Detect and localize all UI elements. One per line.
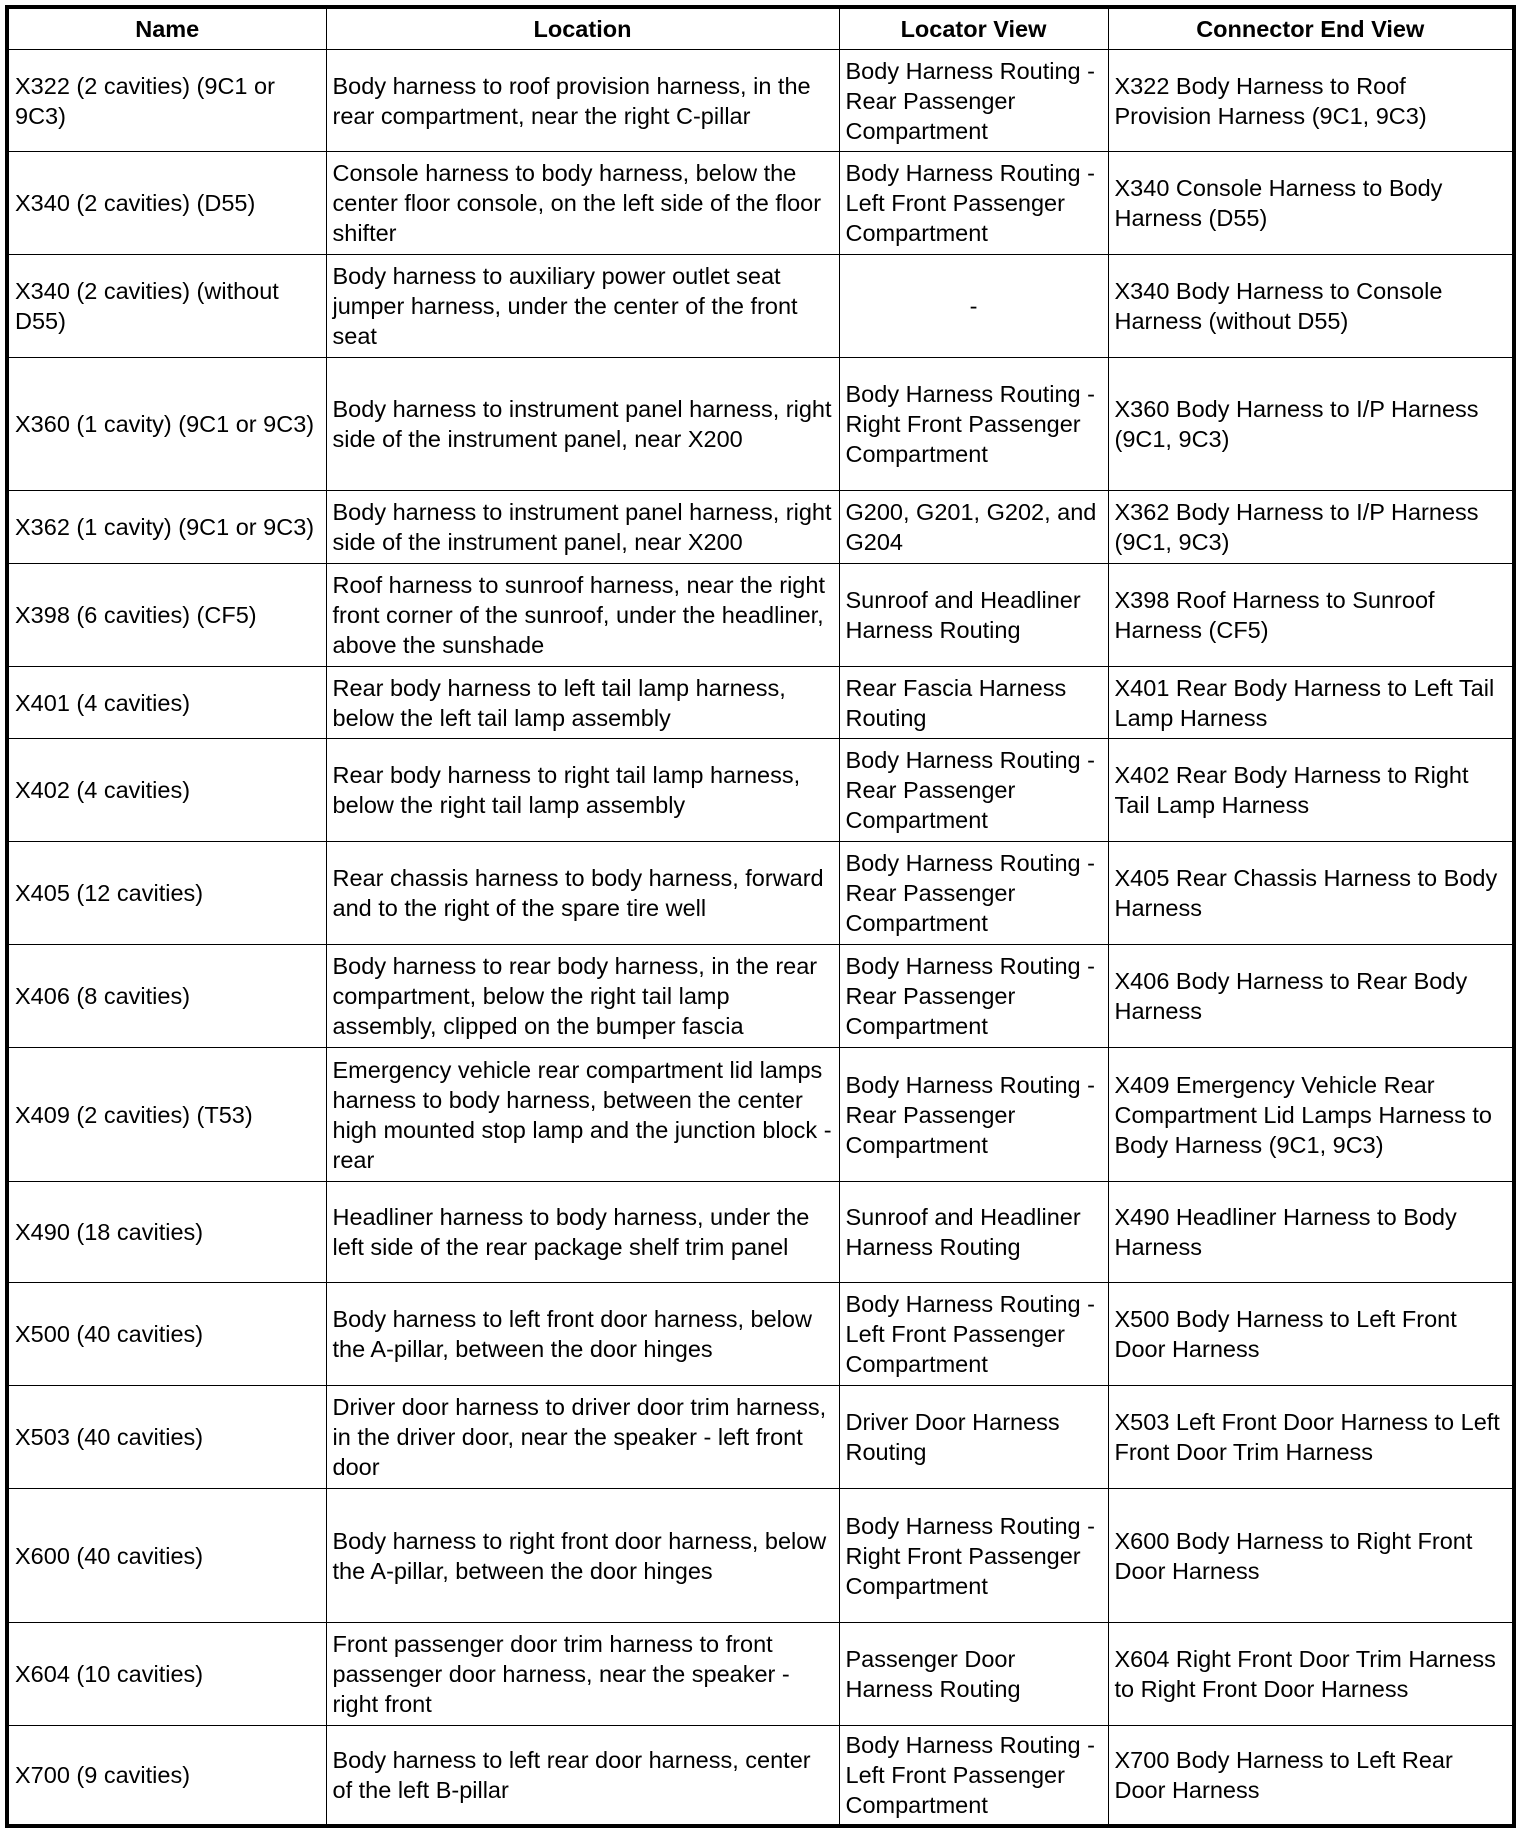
cell-locator: Body Harness Routing - Rear Passenger Compartment	[839, 1048, 1108, 1182]
cell-name: X503 (40 cavities)	[7, 1386, 326, 1489]
header-name: Name	[7, 7, 326, 50]
table-row	[7, 491, 1514, 564]
header-location: Location	[326, 7, 839, 50]
header-locator-view: Locator View	[839, 7, 1108, 50]
cell-locator: Passenger Door Harness Routing	[839, 1623, 1108, 1726]
cell-name: X360 (1 cavity) (9C1 or 9C3)	[7, 358, 326, 491]
table-row	[7, 1726, 1514, 1826]
cell-locator: Body Harness Routing - Rear Passenger Compartment	[839, 739, 1108, 842]
cell-locator: Driver Door Harness Routing	[839, 1386, 1108, 1489]
cell-connector: X340 Body Harness to Console Harness (without D55)	[1108, 255, 1514, 358]
cell-locator: Body Harness Routing - Rear Passenger Compartment	[839, 842, 1108, 945]
cell-location: Body harness to roof provision harness, in the rear compartment, near the right C-pillar	[326, 50, 839, 152]
cell-name: X600 (40 cavities)	[7, 1489, 326, 1623]
table-row	[7, 1182, 1514, 1283]
cell-locator: -	[839, 255, 1108, 358]
cell-locator: Body Harness Routing - Left Front Passenger Compartment	[839, 1283, 1108, 1386]
cell-name: X409 (2 cavities) (T53)	[7, 1048, 326, 1182]
cell-locator: Rear Fascia Harness Routing	[839, 667, 1108, 739]
cell-location: Rear body harness to right tail lamp harness, below the right tail lamp assembly	[326, 739, 839, 842]
cell-location: Body harness to left front door harness, below the A-pillar, between the door hinges	[326, 1283, 839, 1386]
cell-locator: Body Harness Routing - Left Front Passenger Compartment	[839, 152, 1108, 255]
cell-locator: Body Harness Routing - Right Front Passenger Compartment	[839, 1489, 1108, 1623]
cell-location: Body harness to left rear door harness, center of the left B-pillar	[326, 1726, 839, 1826]
cell-name: X340 (2 cavities) (D55)	[7, 152, 326, 255]
cell-name: X406 (8 cavities)	[7, 945, 326, 1048]
cell-name: X402 (4 cavities)	[7, 739, 326, 842]
cell-connector: X503 Left Front Door Harness to Left Front Door Trim Harness	[1108, 1386, 1514, 1489]
cell-name: X398 (6 cavities) (CF5)	[7, 564, 326, 667]
cell-location: Body harness to instrument panel harness, right side of the instrument panel, near X200	[326, 491, 839, 564]
cell-name: X700 (9 cavities)	[7, 1726, 326, 1826]
cell-locator: Body Harness Routing - Right Front Passenger Compartment	[839, 358, 1108, 491]
cell-location: Front passenger door trim harness to front passenger door harness, near the speaker - right front	[326, 1623, 839, 1726]
cell-connector: X700 Body Harness to Left Rear Door Harness	[1108, 1726, 1514, 1826]
cell-connector: X600 Body Harness to Right Front Door Harness	[1108, 1489, 1514, 1623]
cell-name: X322 (2 cavities) (9C1 or 9C3)	[7, 50, 326, 152]
cell-connector: X322 Body Harness to Roof Provision Harness (9C1, 9C3)	[1108, 50, 1514, 152]
table-row	[7, 667, 1514, 739]
table-row	[7, 50, 1514, 152]
cell-locator: G200, G201, G202, and G204	[839, 491, 1108, 564]
header-connector-end-view: Connector End View	[1108, 7, 1514, 50]
table-row	[7, 1386, 1514, 1489]
cell-location: Body harness to right front door harness, below the A-pillar, between the door hinges	[326, 1489, 839, 1623]
cell-locator: Sunroof and Headliner Harness Routing	[839, 1182, 1108, 1283]
table-row	[7, 152, 1514, 255]
table-row	[7, 564, 1514, 667]
table-row	[7, 945, 1514, 1048]
cell-location: Rear body harness to left tail lamp harness, below the left tail lamp assembly	[326, 667, 839, 739]
table-row	[7, 1623, 1514, 1726]
cell-connector: X398 Roof Harness to Sunroof Harness (CF5)	[1108, 564, 1514, 667]
table-row	[7, 1048, 1514, 1182]
cell-name: X500 (40 cavities)	[7, 1283, 326, 1386]
cell-locator: Body Harness Routing - Rear Passenger Compartment	[839, 50, 1108, 152]
cell-connector: X401 Rear Body Harness to Left Tail Lamp Harness	[1108, 667, 1514, 739]
cell-location: Rear chassis harness to body harness, forward and to the right of the spare tire well	[326, 842, 839, 945]
table-row	[7, 842, 1514, 945]
cell-location: Body harness to auxiliary power outlet seat jumper harness, under the center of the front seat	[326, 255, 839, 358]
cell-location: Driver door harness to driver door trim harness, in the driver door, near the speaker - left front door	[326, 1386, 839, 1489]
cell-connector: X604 Right Front Door Trim Harness to Right Front Door Harness	[1108, 1623, 1514, 1726]
connector-table	[5, 5, 1516, 1828]
cell-connector: X490 Headliner Harness to Body Harness	[1108, 1182, 1514, 1283]
table-row	[7, 1283, 1514, 1386]
table-row	[7, 358, 1514, 491]
cell-location: Body harness to rear body harness, in the rear compartment, below the right tail lamp assembly, clipped on the bumper fascia	[326, 945, 839, 1048]
cell-location: Emergency vehicle rear compartment lid lamps harness to body harness, between the center high mounted stop lamp and the junction block - rear	[326, 1048, 839, 1182]
cell-location: Headliner harness to body harness, under the left side of the rear package shelf trim panel	[326, 1182, 839, 1283]
cell-connector: X409 Emergency Vehicle Rear Compartment Lid Lamps Harness to Body Harness (9C1, 9C3)	[1108, 1048, 1514, 1182]
cell-name: X490 (18 cavities)	[7, 1182, 326, 1283]
cell-connector: X402 Rear Body Harness to Right Tail Lamp Harness	[1108, 739, 1514, 842]
header-row	[7, 7, 1514, 50]
cell-locator: Body Harness Routing - Left Front Passenger Compartment	[839, 1726, 1108, 1826]
cell-location: Body harness to instrument panel harness, right side of the instrument panel, near X200	[326, 358, 839, 491]
cell-locator: Sunroof and Headliner Harness Routing	[839, 564, 1108, 667]
table-row	[7, 739, 1514, 842]
cell-name: X604 (10 cavities)	[7, 1623, 326, 1726]
cell-name: X401 (4 cavities)	[7, 667, 326, 739]
table-row	[7, 1489, 1514, 1623]
cell-connector: X360 Body Harness to I/P Harness (9C1, 9C3)	[1108, 358, 1514, 491]
table-row	[7, 255, 1514, 358]
cell-connector: X340 Console Harness to Body Harness (D55)	[1108, 152, 1514, 255]
cell-location: Roof harness to sunroof harness, near the right front corner of the sunroof, under the headliner, above the sunshade	[326, 564, 839, 667]
cell-connector: X362 Body Harness to I/P Harness (9C1, 9C3)	[1108, 491, 1514, 564]
cell-locator: Body Harness Routing - Rear Passenger Compartment	[839, 945, 1108, 1048]
cell-location: Console harness to body harness, below the center floor console, on the left side of the floor shifter	[326, 152, 839, 255]
cell-name: X362 (1 cavity) (9C1 or 9C3)	[7, 491, 326, 564]
cell-name: X405 (12 cavities)	[7, 842, 326, 945]
cell-connector: X406 Body Harness to Rear Body Harness	[1108, 945, 1514, 1048]
cell-connector: X405 Rear Chassis Harness to Body Harness	[1108, 842, 1514, 945]
cell-connector: X500 Body Harness to Left Front Door Harness	[1108, 1283, 1514, 1386]
cell-name: X340 (2 cavities) (without D55)	[7, 255, 326, 358]
